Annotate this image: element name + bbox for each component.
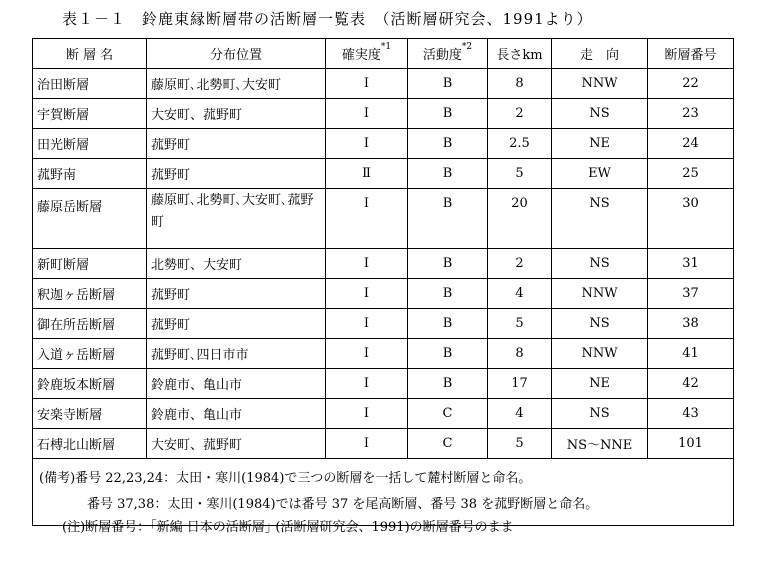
table-row	[33, 159, 734, 189]
fault-location: 大安町、菰野町	[147, 429, 326, 459]
table-row	[33, 99, 734, 129]
header-length: 長さkm	[488, 39, 552, 69]
fault-name: 鈴鹿坂本断層	[33, 369, 147, 399]
fault-certainty: Ⅰ	[326, 399, 408, 429]
fault-strike: NS	[552, 309, 648, 339]
fault-name: 入道ヶ岳断層	[33, 339, 147, 369]
fault-length: 5	[488, 309, 552, 339]
fault-certainty: Ⅰ	[326, 189, 408, 249]
header-number: 断層番号	[648, 39, 734, 69]
remarks-line-1: (備考)番号 22,23,24：太田・寒川(1984)で三つの断層を一括して麓村断層と命名。	[39, 471, 532, 486]
fault-number: 31	[648, 249, 734, 279]
table-row	[33, 69, 734, 99]
fault-name: 菰野南	[33, 159, 147, 189]
table-row	[33, 129, 734, 159]
fault-activity: B	[408, 99, 488, 129]
fault-location: 菰野町	[147, 159, 326, 189]
fault-name: 石榑北山断層	[33, 429, 147, 459]
header-activity-label: 活動度	[422, 48, 462, 63]
fault-location: 藤原町､北勢町､大安町､菰野町	[147, 189, 326, 249]
fault-number: 42	[648, 369, 734, 399]
fault-name: 藤原岳断層	[33, 189, 147, 249]
fault-certainty: Ⅰ	[326, 309, 408, 339]
fault-number: 25	[648, 159, 734, 189]
fault-length: 17	[488, 369, 552, 399]
footnote: (注)断層番号：｢新編 日本の活断層｣ (活断層研究会、1991)の断層番号のまま	[62, 520, 514, 535]
fault-certainty: Ⅰ	[326, 69, 408, 99]
fault-number: 30	[648, 189, 734, 249]
fault-number: 24	[648, 129, 734, 159]
fault-certainty: Ⅰ	[326, 279, 408, 309]
fault-length: 20	[488, 189, 552, 249]
table-title: 表１－１ 鈴鹿東縁断層帯の活断層一覧表 （活断層研究会、1991より）	[62, 10, 593, 28]
fault-name: 田光断層	[33, 129, 147, 159]
fault-name: 宇賀断層	[33, 99, 147, 129]
fault-name: 安楽寺断層	[33, 399, 147, 429]
fault-activity: C	[408, 429, 488, 459]
fault-activity: B	[408, 369, 488, 399]
fault-activity: B	[408, 249, 488, 279]
fault-strike: NE	[552, 369, 648, 399]
fault-table	[32, 38, 734, 526]
fault-strike: NS	[552, 399, 648, 429]
fault-number: 23	[648, 99, 734, 129]
fault-number: 43	[648, 399, 734, 429]
fault-number: 22	[648, 69, 734, 99]
fault-location: 鈴鹿市、亀山市	[147, 369, 326, 399]
fault-strike: NNW	[552, 69, 648, 99]
fault-strike: NS	[552, 99, 648, 129]
fault-name: 治田断層	[33, 69, 147, 99]
fault-length: 8	[488, 69, 552, 99]
fault-number: 37	[648, 279, 734, 309]
fault-strike: NS～NNE	[552, 429, 648, 459]
fault-length: 2	[488, 99, 552, 129]
fault-location: 菰野町	[147, 279, 326, 309]
table-row	[33, 429, 734, 459]
table-row	[33, 249, 734, 279]
header-activity-mark: *2	[461, 42, 473, 52]
fault-activity: B	[408, 189, 488, 249]
fault-activity: B	[408, 279, 488, 309]
fault-name: 釈迦ヶ岳断層	[33, 279, 147, 309]
fault-location: 菰野町	[147, 309, 326, 339]
fault-length: 2.5	[488, 129, 552, 159]
fault-location: 鈴鹿市、亀山市	[147, 399, 326, 429]
remarks-line-2: 番号 37,38：太田・寒川(1984)では番号 37 を尾高断層、番号 38 を菰野断層と命名。	[87, 497, 599, 512]
fault-length: 5	[488, 159, 552, 189]
fault-length: 2	[488, 249, 552, 279]
fault-certainty: Ⅱ	[326, 159, 408, 189]
fault-activity: B	[408, 159, 488, 189]
fault-activity: B	[408, 339, 488, 369]
table-row	[33, 339, 734, 369]
fault-strike: NNW	[552, 339, 648, 369]
header-certainty	[326, 39, 408, 69]
table-row	[33, 309, 734, 339]
fault-location: 菰野町	[147, 129, 326, 159]
fault-location: 大安町、菰野町	[147, 99, 326, 129]
fault-location: 藤原町､北勢町､大安町	[147, 69, 326, 99]
fault-activity: C	[408, 399, 488, 429]
fault-number: 101	[648, 429, 734, 459]
header-certainty-label: 確実度	[341, 48, 381, 63]
fault-strike: NS	[552, 189, 648, 249]
header-strike: 走 向	[552, 39, 648, 69]
fault-location: 北勢町、大安町	[147, 249, 326, 279]
table-row	[33, 279, 734, 309]
fault-location: 菰野町､四日市市	[147, 339, 326, 369]
header-name: 断 層 名	[33, 39, 147, 69]
fault-name: 新町断層	[33, 249, 147, 279]
fault-strike: NNW	[552, 279, 648, 309]
fault-strike: NE	[552, 129, 648, 159]
fault-activity: B	[408, 69, 488, 99]
table-row	[33, 399, 734, 429]
fault-activity: B	[408, 129, 488, 159]
fault-number: 41	[648, 339, 734, 369]
fault-certainty: Ⅰ	[326, 429, 408, 459]
table-row	[33, 369, 734, 399]
fault-certainty: Ⅰ	[326, 99, 408, 129]
header-activity	[408, 39, 488, 69]
fault-certainty: Ⅰ	[326, 129, 408, 159]
fault-length: 4	[488, 279, 552, 309]
header-certainty-mark: *1	[380, 42, 392, 52]
fault-length: 4	[488, 399, 552, 429]
fault-certainty: Ⅰ	[326, 249, 408, 279]
fault-strike: NS	[552, 249, 648, 279]
fault-certainty: Ⅰ	[326, 369, 408, 399]
fault-length: 5	[488, 429, 552, 459]
header-location: 分布位置	[147, 39, 326, 69]
fault-number: 38	[648, 309, 734, 339]
fault-certainty: Ⅰ	[326, 339, 408, 369]
header-row	[33, 39, 734, 69]
fault-strike: EW	[552, 159, 648, 189]
fault-activity: B	[408, 309, 488, 339]
fault-name: 御在所岳断層	[33, 309, 147, 339]
fault-length: 8	[488, 339, 552, 369]
table-row	[33, 189, 734, 249]
